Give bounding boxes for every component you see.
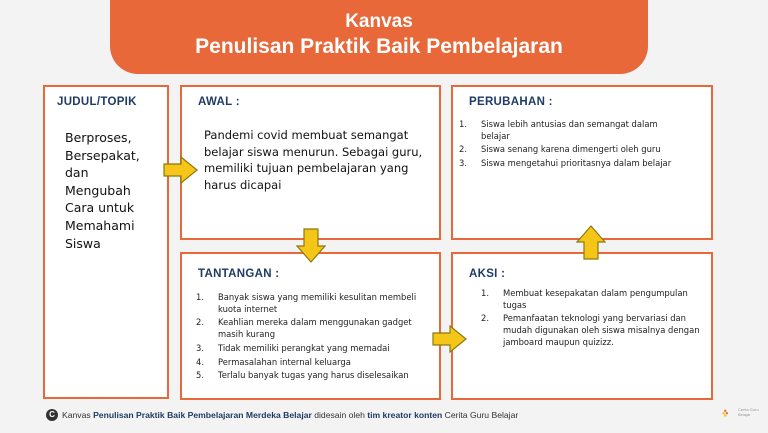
topic-line: Memahami	[65, 217, 135, 233]
topic-line: Berproses,	[65, 130, 132, 145]
list-item: 5. Terlalu banyak tugas yang harus diselesaikan	[196, 370, 409, 381]
list-item: 2. Keahlian mereka dalam menggunakan gadget masih kurang	[196, 317, 412, 340]
title-banner	[110, 0, 648, 74]
list-item: 3. Siswa mengetahui prioritasnya dalam belajar	[459, 158, 672, 169]
topic-box	[43, 85, 169, 399]
list-item: 4. Permasalahan internal keluarga	[196, 356, 351, 367]
aksi-heading: AKSI :	[469, 268, 506, 280]
tantangan-heading: TANTANGAN :	[198, 268, 280, 280]
arrow-right-icon	[432, 325, 468, 353]
topic-line: Mengubah	[65, 182, 131, 198]
title-line2: Penulisan Praktik Baik Pembelajaran	[195, 35, 563, 58]
topic-line: dan	[65, 165, 89, 181]
awal-heading: AWAL :	[198, 96, 240, 108]
topic-heading: JUDUL/TOPIK	[57, 96, 137, 108]
perubahan-heading: PERUBAHAN :	[469, 96, 553, 108]
footer-credit: Kanvas Penulisan Praktik Baik Pembelajaran Merdeka Belajar didesain oleh tim kreator konten Cerita Guru Belajar	[62, 410, 519, 420]
list-item: 1. Banyak siswa yang memiliki kesulitan membeli kuota internet	[196, 292, 417, 314]
list-item: 1. Siswa lebih antusias dan semangat dalam belajar	[459, 119, 658, 141]
tantangan-box	[180, 252, 441, 400]
topic-line: Siswa	[65, 235, 101, 251]
topic-line: Cara untuk	[65, 200, 135, 216]
list-item: 1. Membuat kesepakatan dalam pengumpulan tugas	[481, 288, 688, 310]
flower-logo-icon	[722, 406, 738, 422]
logo-text: Cerita Guru Belajar	[738, 407, 759, 417]
list-item: 2. Pemanfaatan teknologi yang bervariasi dan mudah digunakan oleh siswa misalnya dengan jamboard maupun quizizz.	[481, 313, 700, 347]
topic-line: Bersepakat,	[65, 147, 140, 163]
topic-text	[65, 129, 165, 252]
list-item: 2. Siswa senang karena dimengerti oleh guru	[459, 144, 661, 155]
arrow-up-icon	[576, 225, 606, 261]
perubahan-box	[451, 85, 713, 240]
aksi-box	[451, 252, 713, 400]
arrow-down-icon	[296, 228, 326, 264]
aksi-list	[481, 288, 703, 351]
copyright-icon: C	[46, 409, 58, 421]
awal-text: Pandemi covid membuat semangat belajar siswa menurun. Sebagai guru, memiliki tujuan pembelajaran yang harus dicapai	[204, 128, 423, 192]
list-item: 3. Tidak memiliki perangkat yang memadai	[196, 342, 390, 353]
arrow-right-icon	[163, 156, 199, 184]
awal-box	[180, 85, 441, 240]
title-line1: Kanvas	[345, 11, 413, 32]
perubahan-list	[459, 119, 684, 172]
tantangan-list	[196, 292, 434, 384]
